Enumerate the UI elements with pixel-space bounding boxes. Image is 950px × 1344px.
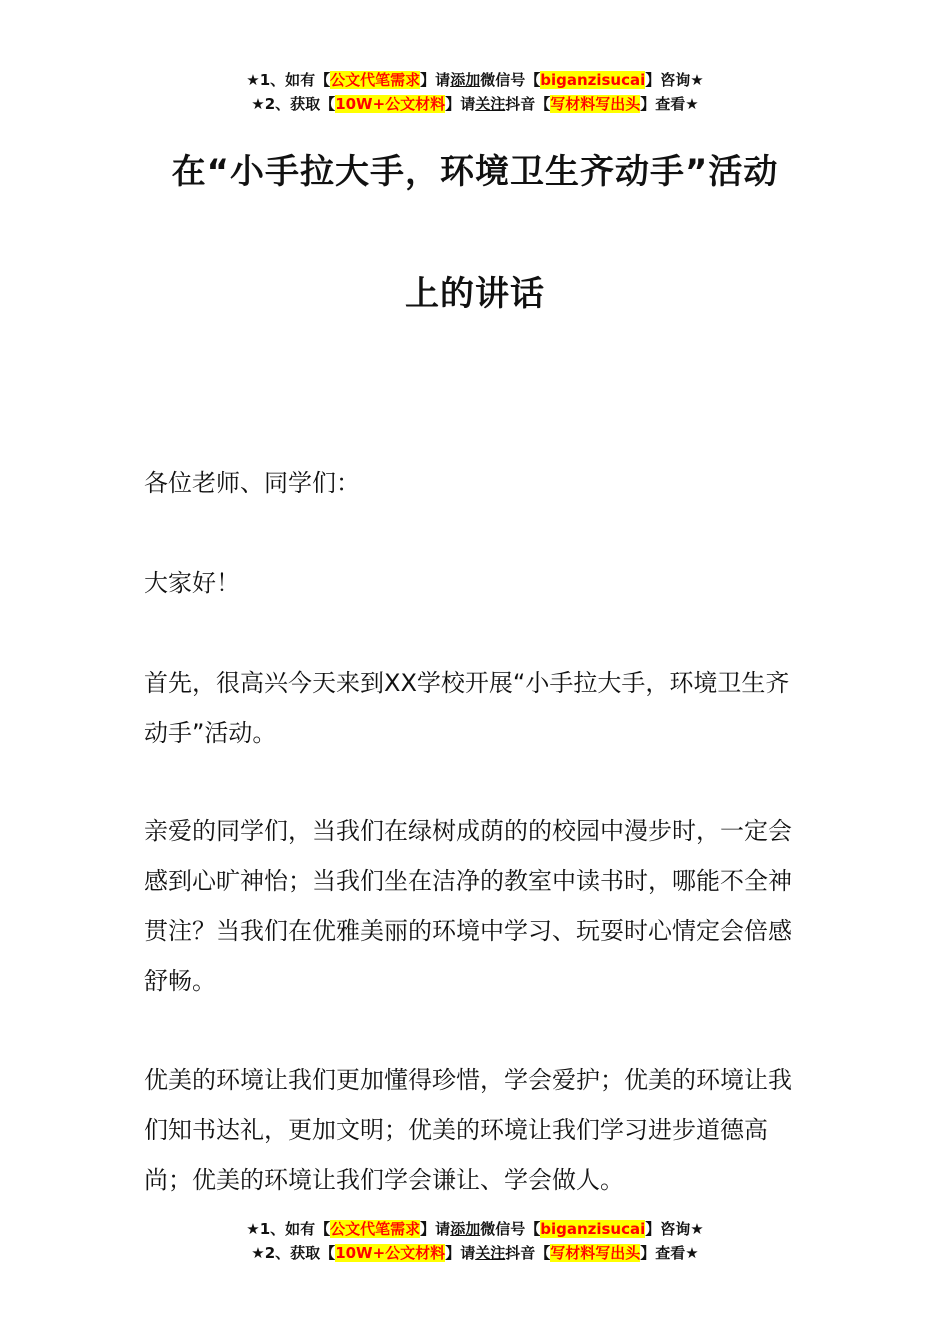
promo-text: ★2、获取【 [251, 95, 336, 113]
promo-line-2 [0, 1241, 950, 1265]
promo-text: ★2、获取【 [251, 1244, 336, 1262]
document-title-line-2: 上的讲话 [405, 274, 545, 314]
promo-underlined-text: 关注 [475, 1244, 506, 1262]
promo-underlined-text: 关注 [475, 95, 506, 113]
body-paragraph: 优美的环境让我们更加懂得珍惜，学会爱护；优美的环境让我们知书达礼，更加文明；优美的环境让我们学习进步道德高尚；优美的环境让我们学会谦让、学会做人。 [144, 1066, 792, 1194]
promo-highlight: 公文代笔需求 [330, 1220, 421, 1238]
promo-text: 】咨询★ [645, 71, 704, 89]
salutation: 各位老师、同学们： [144, 469, 360, 497]
promo-text: 抖音【 [505, 1244, 551, 1262]
body-paragraph: 首先，很高兴今天来到XX学校开展“小手拉大手，环境卫生齐动手”活动。 [144, 669, 790, 747]
promo-line-1 [0, 68, 950, 92]
promo-highlight: 公文代笔需求 [330, 71, 421, 89]
promo-highlight: 写材料写出头 [550, 95, 641, 113]
document-title-line-1: 在“小手拉大手，环境卫生齐动手”活动 [171, 152, 779, 192]
promo-text: 】请 [420, 1220, 451, 1238]
promo-banner-top [0, 68, 950, 116]
promo-highlight: 写材料写出头 [550, 1244, 641, 1262]
promo-text: ★1、如有【 [246, 1220, 331, 1238]
promo-underlined-text: 添加 [450, 1220, 481, 1238]
promo-text: 】查看★ [640, 95, 699, 113]
promo-line-1 [0, 1217, 950, 1241]
promo-line-2 [0, 92, 950, 116]
promo-text: 】请 [445, 1244, 476, 1262]
promo-highlight: biganzisucai [540, 1220, 646, 1238]
body-paragraph: 亲爱的同学们，当我们在绿树成荫的的校园中漫步时，一定会感到心旷神怡；当我们坐在洁净的教室中读书时，哪能不全神贯注？当我们在优雅美丽的环境中学习、玩耍时心情定会倍感舒畅。 [144, 817, 792, 995]
promo-text: ★1、如有【 [246, 71, 331, 89]
promo-underlined-text: 添加 [450, 71, 481, 89]
promo-text: 】查看★ [640, 1244, 699, 1262]
promo-text: 】请 [420, 71, 451, 89]
promo-highlight: 10W+公文材料 [335, 1244, 446, 1262]
promo-text: 抖音【 [505, 95, 551, 113]
greeting: 大家好！ [144, 569, 240, 597]
promo-banner-bottom [0, 1217, 950, 1265]
promo-highlight: biganzisucai [540, 71, 646, 89]
promo-text: 】咨询★ [645, 1220, 704, 1238]
promo-highlight: 10W+公文材料 [335, 95, 446, 113]
promo-text: 微信号【 [480, 71, 541, 89]
promo-text: 】请 [445, 95, 476, 113]
promo-text: 微信号【 [480, 1220, 541, 1238]
